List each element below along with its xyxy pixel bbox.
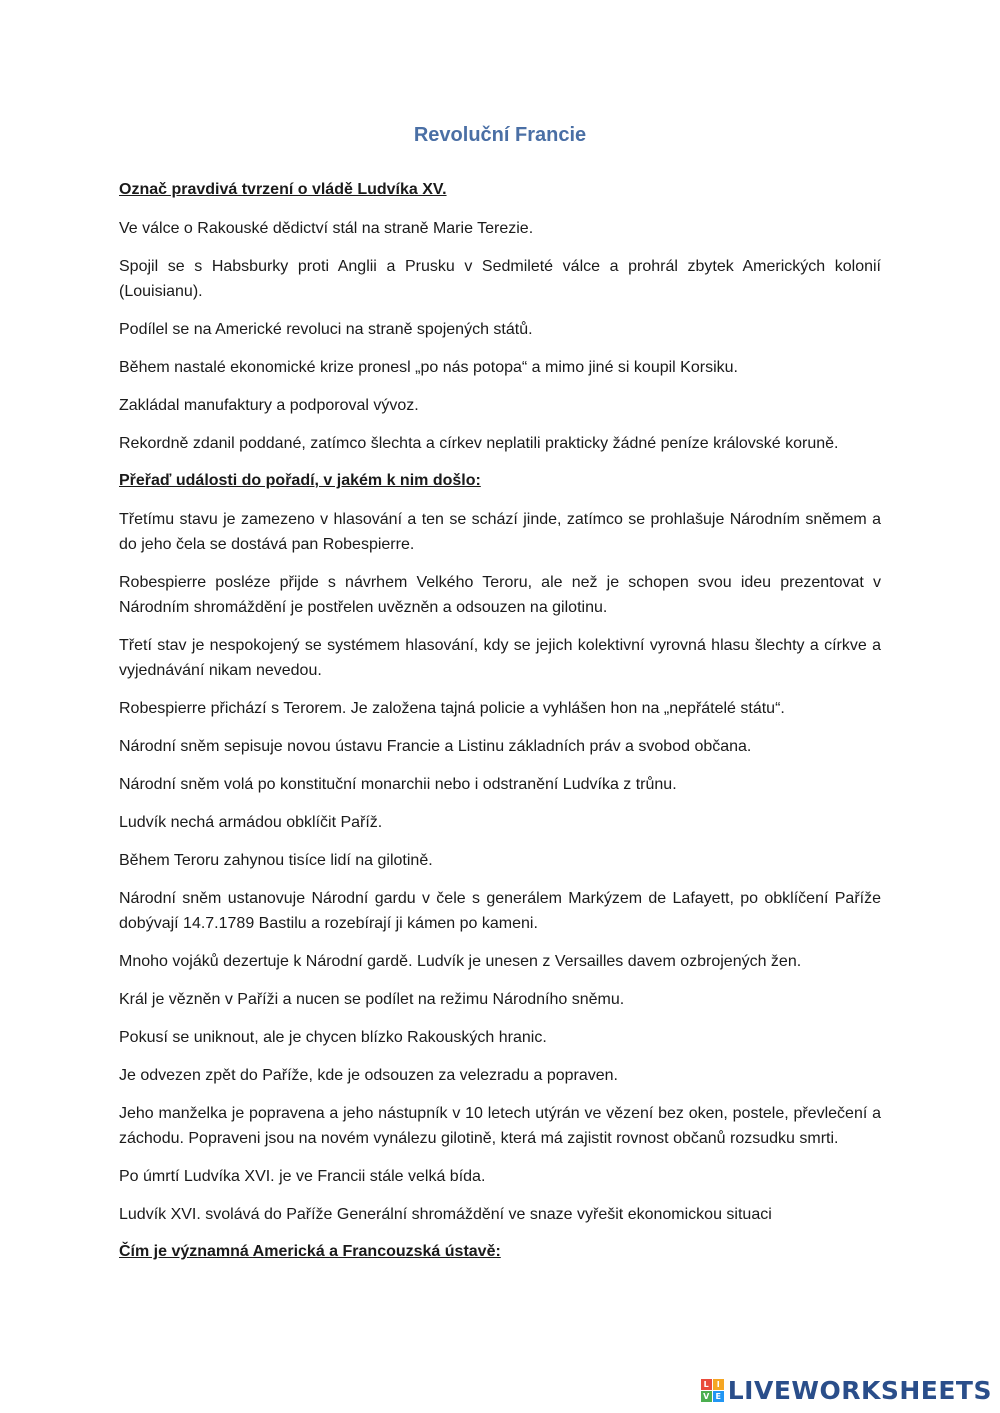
section-true-statements xyxy=(119,178,881,456)
worksheet-page xyxy=(119,122,881,1278)
logo-letter: I xyxy=(713,1379,724,1390)
section-heading: Označ pravdivá tvrzení o vládě Ludvíka XV. xyxy=(119,181,447,198)
event-item[interactable]: Mnoho vojáků dezertuje k Národní gardě. Ludvík je unesen z Versailles davem ozbrojených žen. xyxy=(119,953,802,970)
event-item[interactable]: Robespierre přichází s Terorem. Je založena tajná policie a vyhlášen hon na „nepřátelé státu“. xyxy=(119,700,785,717)
event-item[interactable]: Je odvezen zpět do Paříže, kde je odsouzen za velezradu a popraven. xyxy=(119,1067,618,1084)
statement-item[interactable]: Zakládal manufaktury a podporoval vývoz. xyxy=(119,397,419,414)
event-item[interactable]: Třetímu stavu je zamezeno v hlasování a ten se schází jinde, zatímco se prohlašuje Národním sněmem a do jeho čela se dostává pan Robespierre. xyxy=(119,511,881,553)
liveworksheets-logo-icon xyxy=(701,1379,724,1402)
section-heading: Čím je významná Americká a Francouzská ústavě: xyxy=(119,1243,501,1260)
event-item[interactable]: Třetí stav je nespokojený se systémem hlasování, kdy se jejich kolektivní vyrovná hlasu šlechty a církve a vyjednávání nikam nevedou. xyxy=(119,637,881,679)
event-item[interactable]: Jeho manželka je popravena a jeho nástupník v 10 letech utýrán ve vězení bez oken, postele, převlečení a záchodu. Popraveni jsou na novém vynálezu gilotině, která má zajistit rovnost občanů rozsudku smrti. xyxy=(119,1105,881,1147)
event-item[interactable]: Národní sněm volá po konstituční monarchii nebo i odstranění Ludvíka z trůnu. xyxy=(119,776,677,793)
event-item[interactable]: Po úmrtí Ludvíka XVI. je ve Francii stále velká bída. xyxy=(119,1168,486,1185)
logo-letter: E xyxy=(713,1391,724,1402)
event-item[interactable]: Robespierre posléze přijde s návrhem Velkého Teroru, ale než je schopen svou ideu prezentovat v Národním shromáždění je postřelen uvězněn a odsouzen na gilotinu. xyxy=(119,574,881,616)
logo-letter: L xyxy=(701,1379,712,1390)
event-item[interactable]: Král je vězněn v Paříži a nucen se podílet na režimu Národního sněmu. xyxy=(119,991,625,1008)
event-item[interactable]: Během Teroru zahynou tisíce lidí na gilotině. xyxy=(119,852,433,869)
event-item[interactable]: Národní sněm sepisuje novou ústavu Francie a Listinu základních práv a svobod občana. xyxy=(119,738,752,755)
liveworksheets-brand xyxy=(701,1376,992,1405)
statement-item[interactable]: Rekordně zdanil poddané, zatímco šlechta a církev neplatili prakticky žádné peníze královské koruně. xyxy=(119,435,839,452)
section-constitution xyxy=(119,1240,881,1264)
statement-item[interactable]: Podílel se na Americké revoluci na straně spojených států. xyxy=(119,321,533,338)
statement-item[interactable]: Ve válce o Rakouské dědictví stál na straně Marie Terezie. xyxy=(119,220,534,237)
section-event-order xyxy=(119,469,881,1227)
brand-text: LIVEWORKSHEETS xyxy=(727,1376,992,1405)
page-title: Revoluční Francie xyxy=(413,124,587,146)
statement-item[interactable]: Během nastalé ekonomické krize pronesl „po nás potopa“ a mimo jiné si koupil Korsiku. xyxy=(119,359,738,376)
event-item[interactable]: Ludvík XVI. svolává do Paříže Generální shromáždění ve snaze vyřešit ekonomickou situaci xyxy=(119,1206,772,1223)
event-item[interactable]: Pokusí se uniknout, ale je chycen blízko Rakouských hranic. xyxy=(119,1029,547,1046)
event-item[interactable]: Ludvík nechá armádou obklíčit Paříž. xyxy=(119,814,383,831)
logo-letter: V xyxy=(701,1391,712,1402)
section-heading: Přeřaď události do pořadí, v jakém k nim došlo: xyxy=(119,472,481,489)
event-item[interactable]: Národní sněm ustanovuje Národní gardu v čele s generálem Markýzem de Lafayett, po obklíčení Paříže dobývají 14.7.1789 Bastilu a rozebírají ji kámen po kameni. xyxy=(119,890,881,932)
statement-item[interactable]: Spojil se s Habsburky proti Anglii a Prusku v Sedmileté válce a prohrál zbytek Amerických kolonií (Louisianu). xyxy=(119,258,881,300)
